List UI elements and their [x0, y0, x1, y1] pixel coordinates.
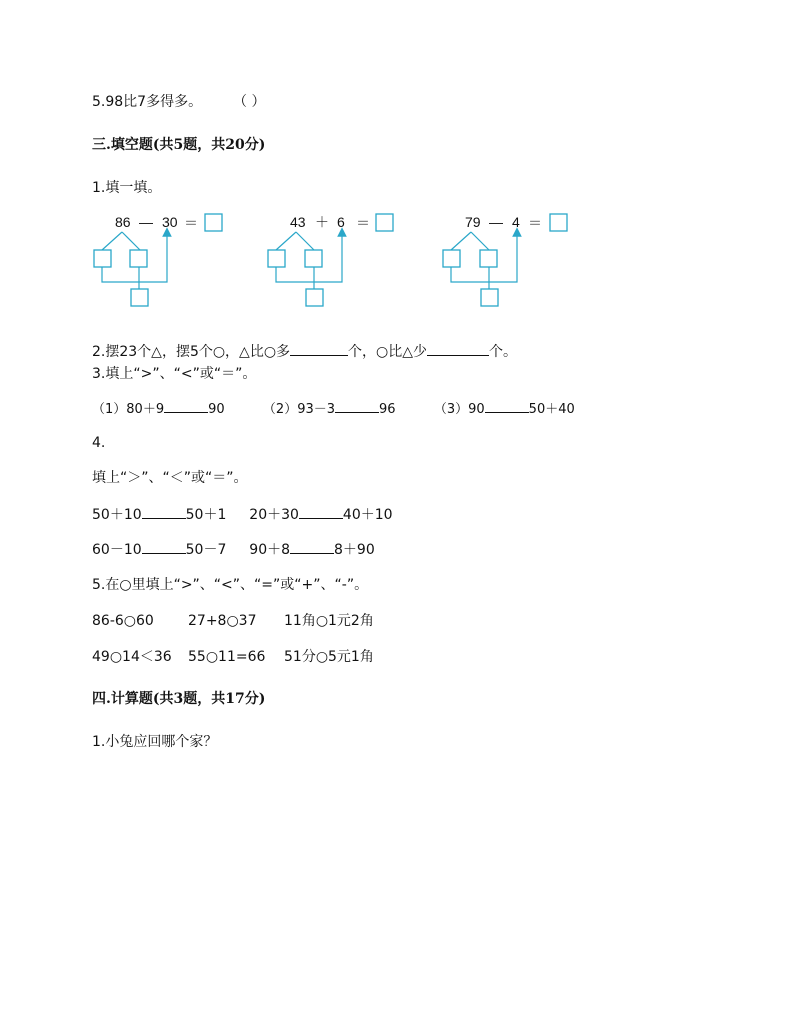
question-5-row-2 [92, 647, 374, 667]
diagram-2-operand-a: 43 [290, 214, 306, 230]
diagram-2-operator: ＋ [315, 214, 329, 230]
diagram-1-operand-a: 86 [115, 214, 131, 230]
diagram-2-arrow-path [276, 232, 342, 282]
q4-r2-c2-blank[interactable] [290, 539, 334, 554]
diagram-3-answer-box[interactable] [550, 214, 567, 231]
q3-item-1-right: 90 [208, 402, 225, 417]
question-3-title: 3.填上“>”、“<”或“＝”。 [92, 366, 257, 382]
diagram-3-split-box-right[interactable] [480, 250, 497, 267]
diagram-1 [94, 214, 222, 306]
section-4-title: 四.计算题(共3题，共17分) [92, 691, 266, 707]
diagram-2-equals: ＝ [356, 215, 370, 231]
question-1-title: 1.填一填。 [92, 180, 162, 196]
diagram-2-split-box-right[interactable] [305, 250, 322, 267]
diagram-3-operator: — [489, 214, 503, 230]
diagram-3-operand-a: 79 [465, 214, 481, 230]
question-3-items [92, 398, 575, 420]
diagram-1-arrow-path [102, 232, 167, 282]
diagram-3-split-lines [451, 232, 489, 250]
diagram-1-operator: — [139, 214, 153, 230]
question-4-row-1 [92, 504, 393, 525]
q5-r1-item-1[interactable]: 86-6○60 [92, 613, 154, 629]
section-3-title: 三.填空题(共5题，共20分) [92, 137, 266, 153]
q3-item-2-right: 96 [379, 402, 396, 417]
q4-r2-c2-right: 8＋90 [334, 542, 375, 558]
diagram-3-operand-b: 4 [512, 214, 520, 230]
calc-question-1: 1.小兔应回哪个家？ [92, 734, 218, 750]
question-2-part2: 个，○比△少 [348, 344, 428, 360]
diagram-3-split-box-left[interactable] [443, 250, 460, 267]
q4-r2-c1-left: 60－10 [92, 542, 142, 558]
answer-parentheses: （ ） [233, 94, 266, 110]
q4-r2-c1-blank[interactable] [142, 539, 186, 554]
q4-r1-c2-blank[interactable] [299, 504, 343, 519]
question-2-part1: 2.摆23个△，摆5个○，△比○多 [92, 344, 291, 360]
q3-item-1-blank[interactable] [164, 398, 208, 413]
q4-r2-c1-right: 50－7 [185, 542, 227, 558]
q3-item-3-label: （3）90 [433, 402, 485, 417]
q3-item-1-label: （1）80＋9 [92, 402, 165, 417]
question-2 [92, 341, 517, 362]
q4-r1-c2-right: 40＋10 [342, 507, 393, 523]
q3-item-2-blank[interactable] [335, 398, 379, 413]
diagram-1-answer-box[interactable] [205, 214, 222, 231]
fill-in-diagrams [0, 210, 794, 310]
diagram-1-split-box-left[interactable] [94, 250, 111, 267]
q5-r1-item-2[interactable]: 27+8○37 [188, 613, 257, 629]
q4-r1-c2-left: 20＋30 [249, 507, 299, 523]
q5-r1-item-3[interactable]: 11角○1元2角 [284, 613, 374, 629]
diagram-3-intermediate-box[interactable] [481, 289, 498, 306]
judge-question-5 [92, 92, 265, 112]
question-2-blank-2[interactable] [427, 341, 489, 356]
diagram-2-split-lines [276, 232, 314, 250]
diagram-2-intermediate-box[interactable] [306, 289, 323, 306]
judge-question-text: 5.98比7多得多。 [92, 94, 203, 110]
diagram-2-answer-box[interactable] [376, 214, 393, 231]
question-2-part3: 个。 [489, 344, 518, 360]
question-4-row-2 [92, 539, 375, 560]
diagram-2 [268, 214, 393, 306]
q4-r1-c1-blank[interactable] [142, 504, 186, 519]
diagram-1-split-box-right[interactable] [130, 250, 147, 267]
question-4-number: 4. [92, 435, 106, 451]
q3-item-3-right: 50＋40 [528, 402, 575, 417]
diagram-3 [443, 214, 567, 306]
q3-item-3-blank[interactable] [485, 398, 529, 413]
diagram-1-equals: ＝ [184, 215, 198, 231]
diagram-1-split-lines [102, 232, 140, 250]
question-5-row-1 [92, 611, 374, 631]
q4-r1-c1-right: 50＋1 [185, 507, 227, 523]
diagram-3-equals: ＝ [528, 215, 542, 231]
q5-r2-item-2[interactable]: 55○11=66 [188, 649, 266, 665]
q3-item-2-label: （2）93－3 [262, 402, 336, 417]
diagram-2-operand-b: 6 [337, 214, 345, 230]
q5-r2-item-3[interactable]: 51分○5元1角 [284, 649, 374, 665]
question-5-title: 5.在○里填上“>”、“<”、“=”或“+”、“-”。 [92, 577, 369, 593]
q4-r2-c2-left: 90＋8 [249, 542, 291, 558]
q5-r2-item-1[interactable]: 49○14＜36 [92, 649, 172, 665]
question-4-title: 填上“＞”、“＜”或“＝”。 [92, 470, 248, 486]
diagram-1-intermediate-box[interactable] [131, 289, 148, 306]
q4-r1-c1-left: 50＋10 [92, 507, 142, 523]
question-2-blank-1[interactable] [290, 341, 348, 356]
diagram-2-split-box-left[interactable] [268, 250, 285, 267]
diagram-3-arrow-path [451, 232, 517, 282]
diagram-1-operand-b: 30 [162, 214, 178, 230]
